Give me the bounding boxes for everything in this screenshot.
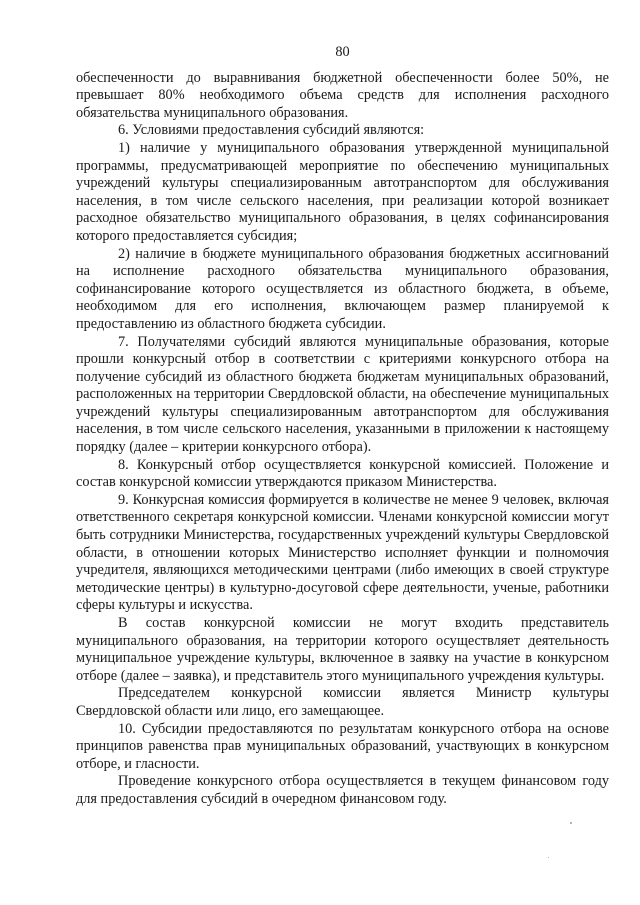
paragraph-10: 10. Субсидии предоставляются по результатам конкурсного отбора на основе принципов равенства прав муниципальных образований, участвующих в конкурсном отборе, и гласности. [76, 720, 609, 772]
paragraph-9: 9. Конкурсная комиссия формируется в количестве не менее 9 человек, включая ответственного секретаря конкурсной комиссии. Членами конкурсной комиссии могут быть сотрудники Министерства, государственных учреждений культуры Свердловской области, в отношении которых Министерство исполняет функции и полномочия учредителя, являющихся методическими центрами (либо имеющих в своей структуре методические центры) в культурно-досуговой сфере деятельности, ученые, работники сферы культуры и искусства. [76, 491, 609, 614]
paragraph-6-item-1: 1) наличие у муниципального образования утвержденной муниципальной программы, предусматривающей мероприятие по обеспечению муниципальных учреждений культуры специализированным автотранспортом для обслуживания населения, в том числе сельского населения, при реализации которой возникает расходное обязательство муниципального образования, в целях софинансирования которого предоставляется субсидия; [76, 139, 609, 244]
paragraph-10-timing: Проведение конкурсного отбора осуществляется в текущем финансовом году для предоставления субсидий в очередном финансовом году. [76, 773, 609, 807]
paragraph-7: 7. Получателями субсидий являются муниципальные образования, которые прошли конкурсный отбор в соответствии с критериями конкурсного отбора на получение субсидий из областного бюджета бюджетам муниципальных образований, расположенных на территории Свердловской области, на обеспечение муниципальных учреждений культуры специализированным автотранспортом для обслуживания населения, в том числе сельского населения, указанными в приложении к настоящему порядку (далее – критерии конкурсного отбора). [76, 333, 609, 456]
scan-speck [548, 857, 549, 858]
paragraph-6-item-2: 2) наличие в бюджете муниципального образования бюджетных ассигнований на исполнение расходного обязательства муниципального образования, софинансирование которого осуществляется из областного бюджета, в объеме, необходимом для его исполнения, включающем размер планируемой к предоставлению из областного бюджета субсидии. [76, 245, 609, 332]
paragraph-9-exclusions: В состав конкурсной комиссии не могут входить представитель муниципального образования, на территории которого осуществляет деятельность муниципальное учреждение культуры, включенное в заявку на участие в конкурсном отборе (далее – заявка), и представитель этого муниципального учреждения культуры. [76, 615, 609, 684]
scan-speck [570, 822, 572, 824]
paragraph-8: 8. Конкурсный отбор осуществляется конкурсной комиссией. Положение и состав конкурсной комиссии утверждаются приказом Министерства. [76, 456, 609, 491]
paragraph-continuation: обеспеченности до выравнивания бюджетной обеспеченности более 50%, не превышает 80% необходимого объема средств для исполнения расходного обязательства муниципального образования. [76, 69, 609, 121]
page-number: 80 [335, 44, 350, 60]
document-page [76, 44, 609, 809]
paragraph-9-chairman: Председателем конкурсной комиссии является Министр культуры Свердловской области или лицо, его замещающее. [76, 685, 609, 719]
paragraph-6-heading: 6. Условиями предоставления субсидий являются: [118, 122, 425, 139]
